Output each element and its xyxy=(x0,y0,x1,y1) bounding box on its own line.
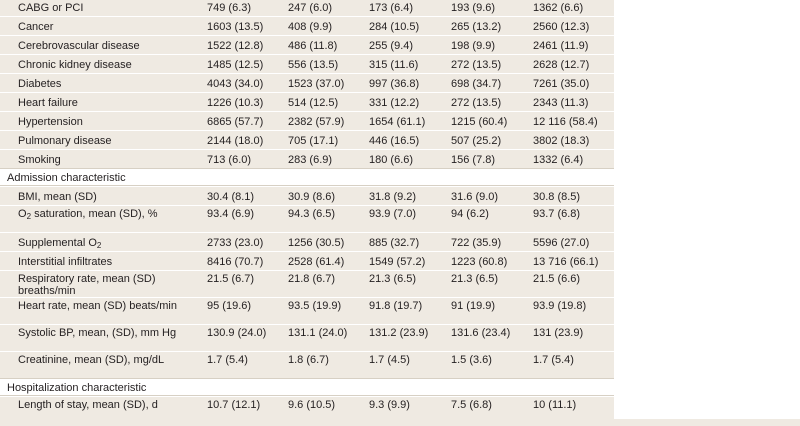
value-cell-c5: 13 716 (66.1) xyxy=(533,256,599,268)
value-cell-c1: 2144 (18.0) xyxy=(207,135,264,147)
value-cell-c4: 1223 (60.8) xyxy=(451,256,508,268)
value-cell-c4: 131.6 (23.4) xyxy=(451,327,511,339)
page-margin xyxy=(614,0,800,419)
value-cell-c1: 130.9 (24.0) xyxy=(207,327,267,339)
value-cell-c1: 713 (6.0) xyxy=(207,154,252,166)
value-cell-c3: 885 (32.7) xyxy=(369,237,420,249)
row-label: Cerebrovascular disease xyxy=(18,40,140,52)
value-cell-c3: 21.3 (6.5) xyxy=(369,273,417,285)
value-cell-c3: 180 (6.6) xyxy=(369,154,414,166)
value-cell-c4: 507 (25.2) xyxy=(451,135,502,147)
value-cell-c1: 30.4 (8.1) xyxy=(207,191,255,203)
value-cell-c5: 2461 (11.9) xyxy=(533,40,589,52)
value-cell-c1: 749 (6.3) xyxy=(207,2,252,14)
value-cell-c4: 7.5 (6.8) xyxy=(451,399,492,411)
value-cell-c4: 193 (9.6) xyxy=(451,2,496,14)
value-cell-c3: 446 (16.5) xyxy=(369,135,420,147)
value-cell-c5: 1362 (6.6) xyxy=(533,2,584,14)
value-cell-c1: 1226 (10.3) xyxy=(207,97,264,109)
value-cell-c1: 10.7 (12.1) xyxy=(207,399,261,411)
value-cell-c5: 1332 (6.4) xyxy=(533,154,584,166)
value-cell-c5: 93.7 (6.8) xyxy=(533,208,581,220)
value-cell-c3: 91.8 (19.7) xyxy=(369,300,423,312)
row-label-text: O xyxy=(18,208,27,220)
value-cell-c2: 21.8 (6.7) xyxy=(288,273,336,285)
value-cell-c4: 94 (6.2) xyxy=(451,208,489,220)
value-cell-c4: 722 (35.9) xyxy=(451,237,502,249)
value-cell-c3: 255 (9.4) xyxy=(369,40,414,52)
value-cell-c1: 2733 (23.0) xyxy=(207,237,264,249)
row-label: BMI, mean (SD) xyxy=(18,191,97,203)
value-cell-c2: 2382 (57.9) xyxy=(288,116,345,128)
value-cell-c2: 94.3 (6.5) xyxy=(288,208,336,220)
value-cell-c3: 93.9 (7.0) xyxy=(369,208,417,220)
value-cell-c5: 2343 (11.3) xyxy=(533,97,589,109)
value-cell-c2: 1.8 (6.7) xyxy=(288,354,329,366)
value-cell-c3: 9.3 (9.9) xyxy=(369,399,410,411)
value-cell-c2: 283 (6.9) xyxy=(288,154,333,166)
row-label: Smoking xyxy=(18,154,61,166)
value-cell-c4: 21.3 (6.5) xyxy=(451,273,499,285)
value-cell-c2: 93.5 (19.9) xyxy=(288,300,342,312)
value-cell-c2: 556 (13.5) xyxy=(288,59,339,71)
value-cell-c4: 1215 (60.4) xyxy=(451,116,508,128)
value-cell-c5: 5596 (27.0) xyxy=(533,237,590,249)
value-cell-c1: 93.4 (6.9) xyxy=(207,208,255,220)
value-cell-c4: 1.5 (3.6) xyxy=(451,354,492,366)
row-label: Heart rate, mean (SD) beats/min xyxy=(18,300,177,312)
subscript: 2 xyxy=(26,212,32,221)
section-label: Admission characteristic xyxy=(7,172,126,184)
value-cell-c3: 131.2 (23.9) xyxy=(369,327,429,339)
value-cell-c5: 10 (11.1) xyxy=(533,399,577,411)
value-cell-c3: 1.7 (4.5) xyxy=(369,354,410,366)
value-cell-c2: 705 (17.1) xyxy=(288,135,339,147)
value-cell-c5: 21.5 (6.6) xyxy=(533,273,581,285)
value-cell-c5: 30.8 (8.5) xyxy=(533,191,581,203)
value-cell-c4: 156 (7.8) xyxy=(451,154,496,166)
row-label: Heart failure xyxy=(18,97,78,109)
value-cell-c4: 31.6 (9.0) xyxy=(451,191,499,203)
value-cell-c5: 131 (23.9) xyxy=(533,327,584,339)
value-cell-c3: 284 (10.5) xyxy=(369,21,420,33)
row-label xyxy=(18,237,198,250)
value-cell-c2: 2528 (61.4) xyxy=(288,256,345,268)
value-cell-c4: 698 (34.7) xyxy=(451,78,502,90)
value-cell-c2: 247 (6.0) xyxy=(288,2,333,14)
value-cell-c4: 91 (19.9) xyxy=(451,300,496,312)
value-cell-c1: 1485 (12.5) xyxy=(207,59,264,71)
row-label: Creatinine, mean (SD), mg/dL xyxy=(18,354,165,366)
value-cell-c1: 1522 (12.8) xyxy=(207,40,264,52)
row-label xyxy=(18,208,198,221)
value-cell-c2: 486 (11.8) xyxy=(288,40,338,52)
value-cell-c1: 8416 (70.7) xyxy=(207,256,264,268)
row-label: Interstitial infiltrates xyxy=(18,256,113,268)
value-cell-c5: 3802 (18.3) xyxy=(533,135,590,147)
subscript: 2 xyxy=(96,241,102,250)
row-label-text: saturation, mean (SD), % xyxy=(31,208,158,220)
value-cell-c5: 93.9 (19.8) xyxy=(533,300,587,312)
row-label: Pulmonary disease xyxy=(18,135,112,147)
value-cell-c2: 131.1 (24.0) xyxy=(288,327,348,339)
value-cell-c2: 514 (12.5) xyxy=(288,97,339,109)
value-cell-c1: 4043 (34.0) xyxy=(207,78,264,90)
value-cell-c5: 2560 (12.3) xyxy=(533,21,590,33)
value-cell-c2: 1256 (30.5) xyxy=(288,237,345,249)
value-cell-c1: 1.7 (5.4) xyxy=(207,354,248,366)
value-cell-c3: 315 (11.6) xyxy=(369,59,419,71)
value-cell-c5: 12 116 (58.4) xyxy=(533,116,598,128)
row-label: Respiratory rate, mean (SD) breaths/min xyxy=(18,273,156,297)
value-cell-c3: 997 (36.8) xyxy=(369,78,420,90)
value-cell-c4: 265 (13.2) xyxy=(451,21,502,33)
row-label: CABG or PCI xyxy=(18,2,84,14)
value-cell-c1: 21.5 (6.7) xyxy=(207,273,255,285)
value-cell-c2: 408 (9.9) xyxy=(288,21,333,33)
value-cell-c3: 1549 (57.2) xyxy=(369,256,426,268)
value-cell-c2: 30.9 (8.6) xyxy=(288,191,336,203)
row-label: Length of stay, mean (SD), d xyxy=(18,399,158,411)
value-cell-c4: 198 (9.9) xyxy=(451,40,496,52)
value-cell-c3: 173 (6.4) xyxy=(369,2,414,14)
value-cell-c1: 95 (19.6) xyxy=(207,300,252,312)
value-cell-c5: 1.7 (5.4) xyxy=(533,354,574,366)
row-label: Chronic kidney disease xyxy=(18,59,132,71)
row-label: Diabetes xyxy=(18,78,62,90)
value-cell-c1: 6865 (57.7) xyxy=(207,116,264,128)
value-cell-c2: 1523 (37.0) xyxy=(288,78,345,90)
value-cell-c4: 272 (13.5) xyxy=(451,59,502,71)
row-label-text: Supplemental O xyxy=(18,237,97,249)
value-cell-c5: 7261 (35.0) xyxy=(533,78,590,90)
row-label: Cancer xyxy=(18,21,54,33)
row-label: Hypertension xyxy=(18,116,83,128)
value-cell-c2: 9.6 (10.5) xyxy=(288,399,336,411)
value-cell-c4: 272 (13.5) xyxy=(451,97,502,109)
value-cell-c3: 1654 (61.1) xyxy=(369,116,426,128)
value-cell-c3: 31.8 (9.2) xyxy=(369,191,417,203)
value-cell-c5: 2628 (12.7) xyxy=(533,59,590,71)
section-label: Hospitalization characteristic xyxy=(7,382,147,394)
value-cell-c3: 331 (12.2) xyxy=(369,97,420,109)
row-label: Systolic BP, mean, (SD), mm Hg xyxy=(18,327,177,339)
value-cell-c1: 1603 (13.5) xyxy=(207,21,264,33)
